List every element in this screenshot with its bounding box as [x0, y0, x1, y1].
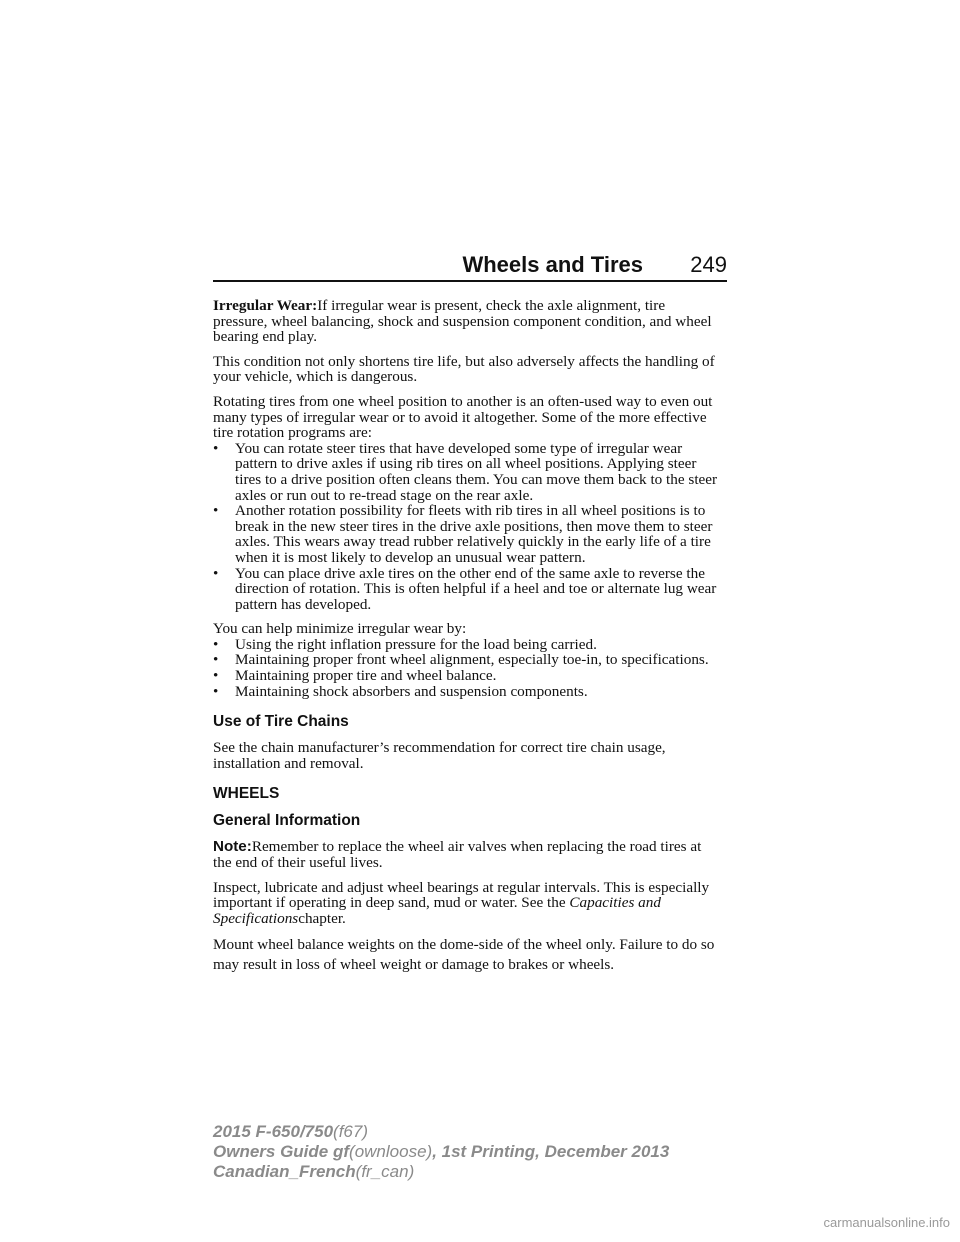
watermark-link[interactable]: carmanualsonline.info: [823, 1215, 950, 1230]
note-paragraph: [213, 839, 723, 870]
bullet-icon: •: [213, 502, 219, 520]
page-footer: [213, 1122, 669, 1182]
bullet-icon: •: [213, 564, 219, 582]
section-title: Wheels and Tires: [462, 252, 643, 277]
note-label: Note:: [213, 838, 252, 856]
footer-line-2: Owners Guide gf(ownloose), 1st Printing, December 2013: [213, 1142, 670, 1161]
bullet-icon: •: [213, 651, 219, 669]
wheels-heading: WHEELS: [213, 785, 280, 803]
list-item: • You can place drive axle tires on the other end of the same axle to reverse the direction of rotation. This is often helpful if a heel and toe or alternate lug wear pattern has developed.: [213, 564, 717, 613]
general-information-heading: General Information: [213, 812, 361, 830]
condition-paragraph: This condition not only shortens tire life, but also adversely affects the handling of your vehicle, which is dangerous.: [213, 352, 715, 386]
inspect-paragraph: Inspect, lubricate and adjust wheel bearings at regular intervals. This is especially important if operating in deep sand, mud or water. See the Capacities and Specificationschapter.: [213, 878, 710, 927]
footer-line-3: Canadian_French(fr_can): [213, 1162, 415, 1181]
list-item: • You can rotate steer tires that have developed some type of irregular wear pattern to drive axles if using rib tires on all wheel positions. Applying steer tires to a drive position often cleans them. You can move them back to the steer axles or run out to re-tread stage on the rear axle.: [213, 439, 718, 504]
header-rule: [213, 280, 727, 282]
list-item: • Another rotation possibility for fleets with rib tires in all wheel positions is to break in the new steer tires in the drive axle positions, then move them to steer axles. This wears away tread rubber relatively quickly in the early life of a tire when it is most likely to develop an unusual wear pattern.: [213, 502, 713, 566]
bullet-icon: •: [213, 682, 219, 700]
list-item: • Maintaining shock absorbers and suspension components.: [213, 682, 588, 700]
page-header: [213, 252, 727, 288]
list-item: • Maintaining proper tire and wheel balance.: [213, 667, 497, 685]
page-number: 249: [690, 252, 727, 277]
bullet-icon: •: [213, 439, 219, 457]
page-content: [213, 298, 723, 984]
tire-chains-paragraph: See the chain manufacturer’s recommendation for correct tire chain usage, installation and removal.: [213, 739, 666, 772]
irregular-wear-paragraph: [213, 298, 723, 345]
minimize-intro-paragraph: You can help minimize irregular wear by:: [213, 620, 467, 638]
list-item: • Using the right inflation pressure for the load being carried.: [213, 635, 597, 653]
list-item: • Maintaining proper front wheel alignment, especially toe-in, to specifications.: [213, 651, 709, 669]
bullet-icon: •: [213, 667, 219, 685]
irregular-wear-text: If irregular wear is present, check the axle alignment, tire pressure, wheel balancing, shock and suspension component condition, and wheel bearing end play.: [213, 297, 712, 346]
irregular-wear-label: Irregular Wear:: [213, 297, 318, 314]
capacities-reference: Capacities and Specifications: [213, 894, 661, 927]
footer-line-1: 2015 F-650/750(f67): [213, 1122, 369, 1141]
note-text: Remember to replace the wheel air valves when replacing the road tires at the end of their useful lives.: [213, 838, 702, 872]
mount-paragraph: Mount wheel balance weights on the dome-side of the wheel only. Failure to do so may result in loss of wheel weight or damage to brakes or wheels.: [213, 936, 715, 974]
rotation-intro-paragraph: Rotating tires from one wheel position to another is an often-used way to even out many types of irregular wear or to avoid it altogether. Some of the more effective tire rotation programs are:: [213, 392, 713, 442]
tire-chains-heading: Use of Tire Chains: [213, 713, 349, 731]
rotation-list: [213, 441, 723, 613]
minimize-list: [213, 637, 723, 699]
bullet-icon: •: [213, 635, 219, 653]
